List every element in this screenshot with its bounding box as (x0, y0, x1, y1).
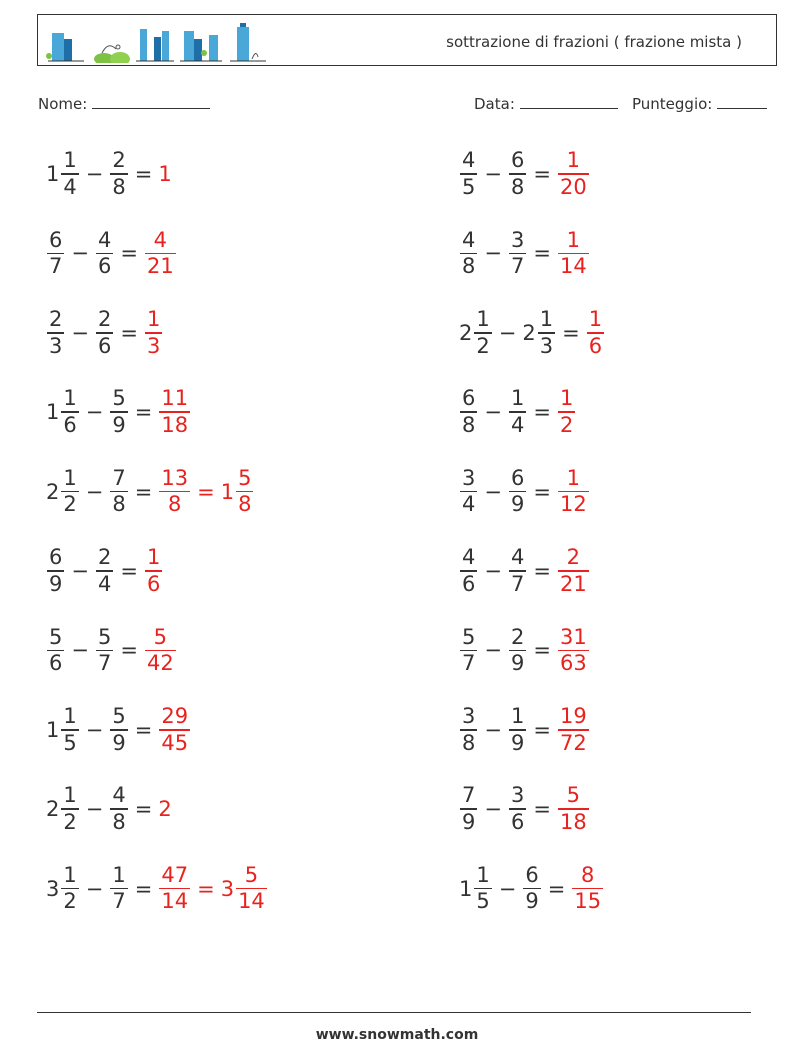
minuend-numerator: 1 (476, 862, 490, 887)
problem-row (459, 777, 590, 841)
minuend-fraction (61, 466, 78, 518)
minuend-fraction (47, 307, 64, 359)
answer-whole: 2 (158, 797, 172, 822)
subtrahend-numerator: 5 (112, 704, 126, 729)
answer (557, 704, 590, 756)
subtrahend-whole: 2 (522, 320, 536, 345)
answer-numerator: 1 (559, 386, 574, 411)
answer-denominator: 14 (559, 254, 587, 279)
problem-row (459, 539, 590, 603)
equals-sign: = (533, 162, 551, 186)
minuend-fraction (460, 228, 477, 280)
minuend-fraction (460, 545, 477, 597)
answer-fraction (145, 307, 162, 359)
problem-row (46, 857, 268, 921)
answer (571, 863, 604, 915)
answer-fraction (558, 466, 589, 518)
minuend-numerator: 7 (462, 783, 476, 808)
answer-numerator: 13 (161, 465, 189, 490)
answer-fraction (587, 307, 604, 359)
subtrahend-numerator: 6 (525, 862, 539, 887)
problem-row (459, 460, 590, 524)
equals-sign: = (134, 479, 153, 504)
minus-sign: − (484, 479, 502, 504)
answer-fraction (572, 863, 603, 915)
equals-sign: = (533, 797, 551, 822)
subtrahend-fraction (96, 545, 113, 597)
problem-row (46, 539, 163, 603)
problem-row (46, 380, 191, 444)
minus-sign: − (484, 162, 502, 186)
answer-denominator: 8 (238, 492, 252, 517)
answer-fraction (145, 545, 162, 597)
minus-sign: − (85, 162, 104, 186)
minus-sign: − (484, 638, 502, 663)
minuend-denominator: 8 (462, 254, 476, 279)
subtrahend-denominator: 9 (510, 492, 525, 517)
subtrahend-numerator: 2 (97, 545, 112, 570)
answer-denominator: 72 (559, 730, 587, 755)
minus-sign: − (484, 717, 502, 742)
minus-sign: − (71, 559, 89, 583)
subtrahend-denominator: 7 (510, 571, 525, 596)
score-label: Punteggio: (632, 95, 713, 113)
minuend-denominator: 3 (49, 333, 63, 358)
problem-row (46, 698, 191, 762)
minus-sign: − (484, 797, 502, 822)
answer-fraction (159, 386, 190, 438)
subtrahend-denominator: 8 (510, 174, 525, 199)
subtrahend-numerator: 7 (112, 465, 126, 490)
answer (557, 228, 590, 280)
subtrahend-fraction (509, 386, 526, 438)
subtrahend-numerator: 6 (510, 148, 525, 173)
subtrahend-fraction (110, 386, 127, 438)
subtrahend-numerator: 2 (112, 148, 126, 173)
problem-row (46, 142, 173, 206)
answer (144, 307, 163, 359)
minuend-numerator: 1 (63, 465, 77, 490)
answer-numerator: 5 (238, 465, 252, 490)
minuend-fraction (61, 386, 78, 438)
minuend-denominator: 2 (63, 492, 77, 517)
answer-denominator: 14 (161, 889, 189, 914)
subtrahend-numerator: 5 (112, 386, 126, 411)
problem-row (459, 380, 576, 444)
subtrahend-numerator: 5 (97, 624, 112, 649)
subtrahend-numerator: 1 (539, 307, 554, 332)
date-label: Data: (474, 95, 515, 113)
answer-fraction (558, 783, 589, 835)
minus-sign: − (484, 241, 502, 266)
equals-sign: = (134, 717, 153, 742)
minuend-numerator: 4 (462, 148, 476, 173)
equals-sign: = (120, 320, 138, 345)
answer-numerator: 47 (161, 862, 189, 887)
subtrahend-numerator: 2 (510, 624, 525, 649)
answer-fraction (145, 625, 176, 677)
minus-sign: − (498, 876, 517, 901)
minuend-denominator: 7 (49, 254, 63, 279)
subtrahend-denominator: 7 (112, 889, 126, 914)
problem-row (459, 698, 590, 762)
minus-sign: − (71, 320, 89, 345)
minuend-numerator: 1 (476, 307, 490, 332)
answer-numerator: 1 (566, 148, 581, 173)
subtrahend-fraction (96, 307, 113, 359)
minus-sign: − (85, 717, 104, 742)
problem-row (459, 618, 590, 682)
answer-fraction (159, 704, 190, 756)
answer (557, 466, 590, 518)
answer-equals-sign: = (197, 876, 215, 901)
answer-equals-sign: = (197, 479, 215, 504)
answer-fraction (558, 148, 589, 200)
minuend-denominator: 9 (49, 571, 63, 596)
problem-row (46, 777, 173, 841)
subtrahend-denominator: 7 (97, 651, 112, 676)
subtrahend-numerator: 1 (510, 386, 525, 411)
minuend-denominator: 5 (63, 730, 77, 755)
answer-numerator: 1 (566, 227, 581, 252)
minuend-numerator: 6 (49, 227, 63, 252)
minuend-numerator: 6 (462, 386, 476, 411)
answer-numerator: 1 (566, 465, 581, 490)
minuend-whole: 2 (46, 797, 60, 822)
minus-sign: − (85, 400, 104, 425)
minuend-fraction (460, 466, 477, 518)
minuend-whole: 3 (46, 876, 60, 901)
subtrahend-fraction (523, 863, 540, 915)
equals-sign: = (134, 400, 153, 425)
subtrahend-denominator: 6 (97, 333, 112, 358)
answer-fraction (236, 863, 267, 915)
minuend-denominator: 9 (462, 809, 476, 834)
subtrahend-numerator: 3 (510, 783, 525, 808)
minuend-fraction (47, 228, 64, 280)
minuend-fraction (61, 783, 78, 835)
minuend-denominator: 5 (476, 889, 490, 914)
equals-sign: = (547, 876, 566, 901)
answer-denominator: 3 (146, 333, 161, 358)
subtrahend-numerator: 2 (97, 307, 112, 332)
answer-fraction (558, 228, 589, 280)
subtrahend-denominator: 7 (510, 254, 525, 279)
subtrahend-numerator: 4 (510, 545, 525, 570)
equals-sign: = (533, 400, 551, 425)
answer (144, 625, 177, 677)
minuend-fraction (460, 148, 477, 200)
answer-numerator: 5 (153, 624, 168, 649)
answer-fraction (236, 466, 253, 518)
minuend-denominator: 7 (462, 651, 476, 676)
minuend-whole: 1 (46, 717, 60, 742)
subtrahend-denominator: 9 (112, 730, 126, 755)
answer-denominator: 15 (574, 889, 602, 914)
answer-denominator: 63 (559, 651, 587, 676)
answer-denominator: 21 (559, 571, 587, 596)
minus-sign: − (85, 479, 104, 504)
answer (557, 783, 590, 835)
answer-whole: 1 (220, 479, 235, 504)
minuend-denominator: 2 (63, 809, 77, 834)
equals-sign: = (533, 638, 551, 663)
minus-sign: − (498, 320, 517, 345)
answer-numerator: 1 (588, 307, 603, 332)
answer (158, 466, 254, 518)
subtrahend-fraction (110, 466, 127, 518)
minuend-numerator: 1 (63, 386, 77, 411)
subtrahend-numerator: 3 (510, 227, 525, 252)
answer-denominator: 12 (559, 492, 587, 517)
answer-denominator: 2 (559, 412, 574, 437)
minus-sign: − (484, 400, 502, 425)
minuend-denominator: 2 (476, 333, 490, 358)
equals-sign: = (120, 241, 138, 266)
minuend-denominator: 6 (49, 651, 63, 676)
subtrahend-denominator: 9 (112, 412, 126, 437)
answer (158, 863, 267, 915)
minuend-fraction (460, 386, 477, 438)
equals-sign: = (134, 876, 153, 901)
subtrahend-denominator: 3 (539, 333, 554, 358)
minuend-denominator: 8 (462, 730, 476, 755)
subtrahend-numerator: 6 (510, 465, 525, 490)
minus-sign: − (484, 559, 502, 583)
subtrahend-denominator: 9 (525, 889, 539, 914)
answer (158, 797, 172, 821)
answer (158, 704, 191, 756)
minuend-fraction (460, 625, 477, 677)
minuend-denominator: 4 (462, 492, 476, 517)
minuend-whole: 1 (46, 400, 60, 425)
equals-sign: = (533, 559, 551, 583)
subtrahend-numerator: 4 (112, 783, 126, 808)
subtrahend-fraction (96, 228, 113, 280)
answer-numerator: 2 (566, 545, 581, 570)
minuend-numerator: 5 (49, 624, 63, 649)
subtrahend-numerator: 4 (97, 227, 112, 252)
minus-sign: − (71, 241, 89, 266)
answer-fraction (159, 466, 190, 518)
equals-sign: = (533, 479, 551, 504)
problem-row (46, 221, 177, 285)
subtrahend-fraction (509, 783, 526, 835)
answer-denominator: 18 (559, 809, 587, 834)
minuend-whole: 1 (46, 162, 60, 186)
minuend-fraction (47, 625, 64, 677)
minuend-numerator: 2 (49, 307, 63, 332)
answer-fraction (558, 386, 575, 438)
equals-sign: = (120, 559, 138, 583)
minuend-numerator: 1 (63, 783, 77, 808)
minuend-fraction (61, 704, 78, 756)
minuend-numerator: 3 (462, 704, 476, 729)
answer (158, 386, 191, 438)
answer-numerator: 5 (566, 783, 581, 808)
minuend-numerator: 4 (462, 227, 476, 252)
subtrahend-fraction (110, 783, 127, 835)
subtrahend-fraction (110, 704, 127, 756)
minuend-denominator: 2 (63, 889, 77, 914)
minuend-fraction (61, 148, 78, 200)
minuend-numerator: 1 (63, 704, 77, 729)
problem-row (459, 301, 605, 365)
subtrahend-fraction (509, 228, 526, 280)
minuend-fraction (460, 704, 477, 756)
answer-numerator: 29 (161, 704, 189, 729)
subtrahend-fraction (110, 863, 127, 915)
answer-denominator: 6 (588, 333, 603, 358)
subtrahend-fraction (509, 545, 526, 597)
subtrahend-denominator: 6 (510, 809, 525, 834)
problem-row (46, 460, 254, 524)
subtrahend-numerator: 1 (510, 704, 525, 729)
subtrahend-fraction (110, 148, 127, 200)
subtrahend-fraction (509, 704, 526, 756)
answer-denominator: 14 (238, 889, 265, 914)
answer (158, 162, 172, 186)
subtrahend-denominator: 8 (112, 809, 126, 834)
answer-denominator: 6 (146, 571, 161, 596)
answer-denominator: 21 (146, 254, 174, 279)
minus-sign: − (85, 876, 104, 901)
minuend-denominator: 4 (63, 174, 77, 199)
equals-sign: = (533, 241, 551, 266)
answer (557, 625, 590, 677)
answer-fraction (145, 228, 176, 280)
minuend-fraction (474, 307, 491, 359)
problem-row (459, 857, 604, 921)
worksheet-title: sottrazione di frazioni ( frazione mista ) (446, 33, 742, 51)
answer-denominator: 42 (146, 651, 174, 676)
answer-numerator: 1 (146, 545, 161, 570)
answer (557, 148, 590, 200)
minuend-fraction (474, 863, 491, 915)
equals-sign: = (134, 162, 153, 186)
minus-sign: − (71, 638, 89, 663)
subtrahend-fraction (538, 307, 555, 359)
subtrahend-denominator: 9 (510, 651, 525, 676)
subtrahend-denominator: 4 (510, 412, 525, 437)
answer-numerator: 19 (559, 704, 587, 729)
answer (557, 386, 576, 438)
problem-row (46, 618, 177, 682)
minuend-denominator: 6 (462, 571, 476, 596)
answer-fraction (558, 704, 589, 756)
minuend-fraction (460, 783, 477, 835)
answer (144, 545, 163, 597)
minuend-numerator: 5 (462, 624, 476, 649)
equals-sign: = (134, 797, 153, 822)
subtrahend-fraction (509, 148, 526, 200)
minuend-whole: 2 (459, 320, 473, 345)
answer-fraction (558, 625, 589, 677)
minus-sign: − (85, 797, 104, 822)
answer-fraction (558, 545, 589, 597)
answer-denominator: 20 (559, 174, 587, 199)
subtrahend-fraction (96, 625, 113, 677)
minuend-numerator: 1 (63, 148, 77, 173)
subtrahend-denominator: 4 (97, 571, 112, 596)
subtrahend-fraction (509, 625, 526, 677)
answer-denominator: 18 (161, 412, 189, 437)
equals-sign: = (562, 320, 580, 345)
answer-denominator: 45 (161, 730, 189, 755)
minuend-numerator: 3 (462, 465, 476, 490)
footer-divider (37, 1012, 751, 1013)
minuend-numerator: 1 (63, 862, 77, 887)
subtrahend-denominator: 8 (112, 174, 126, 199)
equals-sign: = (533, 717, 551, 742)
minuend-numerator: 4 (462, 545, 476, 570)
problem-row (46, 301, 163, 365)
problem-row (459, 221, 590, 285)
answer-numerator: 31 (559, 624, 587, 649)
answer-whole: 1 (158, 162, 172, 186)
answer (144, 228, 177, 280)
answer-numerator: 5 (244, 862, 259, 887)
subtrahend-fraction (509, 466, 526, 518)
footer-site: www.snowmath.com (315, 1027, 479, 1043)
minuend-fraction (61, 863, 78, 915)
answer-numerator: 8 (581, 862, 595, 887)
minuend-denominator: 8 (462, 412, 476, 437)
subtrahend-denominator: 9 (510, 730, 525, 755)
minuend-denominator: 6 (63, 412, 77, 437)
minuend-fraction (47, 545, 64, 597)
answer-numerator: 4 (153, 227, 168, 252)
answer-numerator: 11 (161, 386, 189, 411)
minuend-whole: 2 (46, 479, 60, 504)
answer-numerator: 1 (146, 307, 161, 332)
answer-fraction (159, 863, 190, 915)
answer (586, 307, 605, 359)
subtrahend-denominator: 6 (97, 254, 112, 279)
minuend-whole: 1 (459, 876, 473, 901)
subtrahend-numerator: 1 (112, 862, 126, 887)
subtrahend-denominator: 8 (112, 492, 126, 517)
minuend-denominator: 5 (462, 174, 476, 199)
answer-whole: 3 (220, 876, 235, 901)
problem-row (459, 142, 590, 206)
answer-denominator: 8 (168, 492, 182, 517)
answer (557, 545, 590, 597)
minuend-numerator: 6 (49, 545, 63, 570)
equals-sign: = (120, 638, 138, 663)
name-label: Nome: (38, 95, 88, 113)
